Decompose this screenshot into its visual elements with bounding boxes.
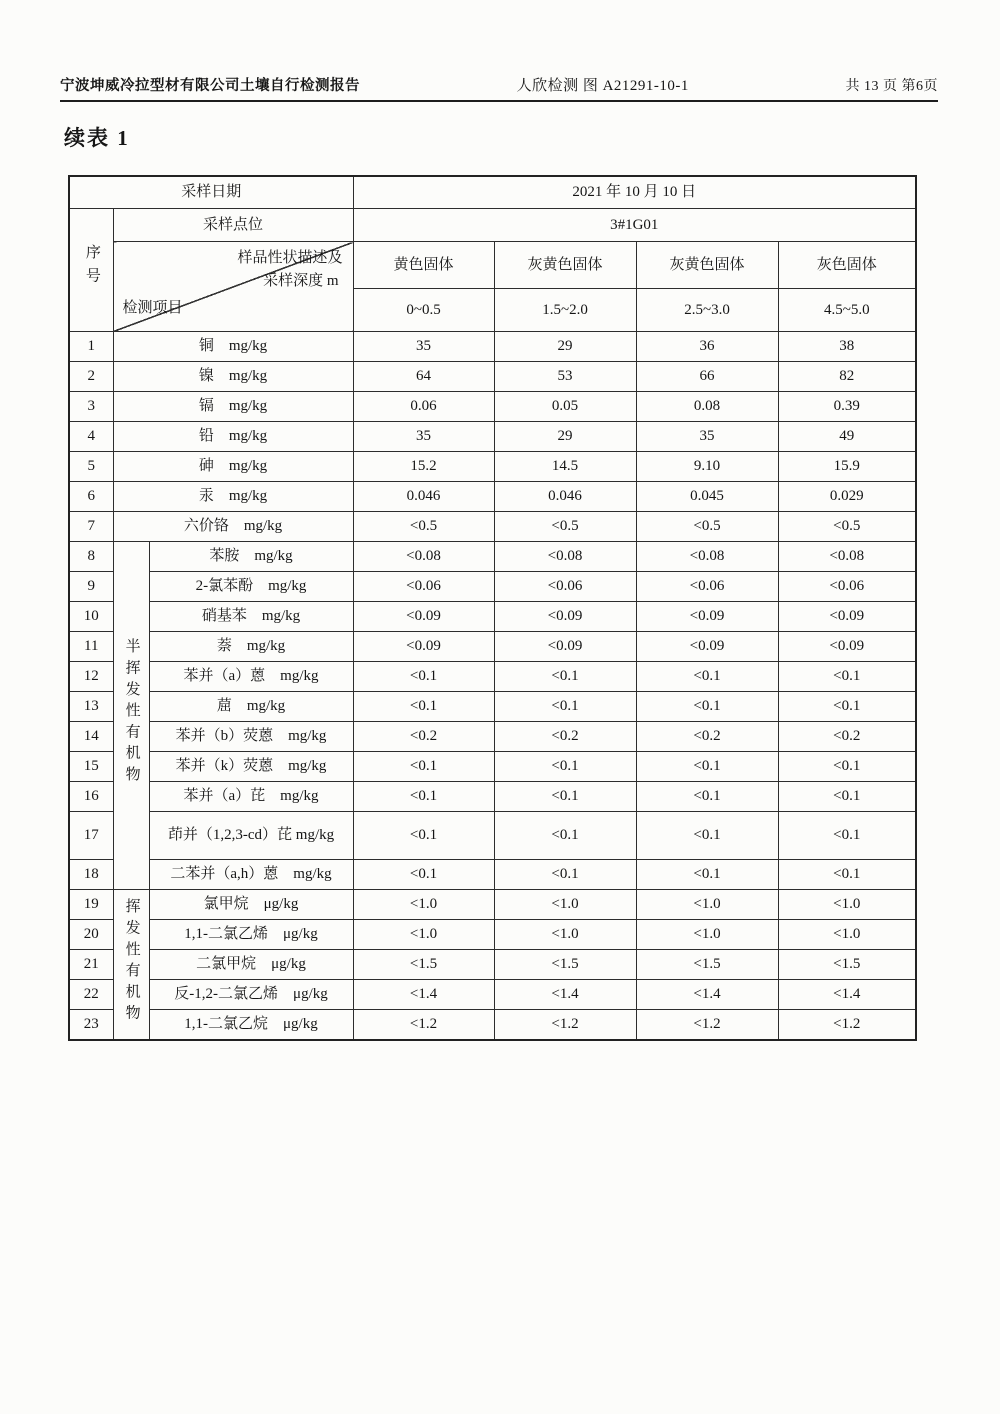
analyte-name: 反-1,2-二氯乙烯 μg/kg <box>149 980 353 1010</box>
result-value: <0.1 <box>778 782 916 812</box>
result-value: <0.09 <box>494 632 636 662</box>
report-title-header: 宁波坤威冷拉型材有限公司土壤自行检测报告 <box>60 78 360 94</box>
result-value: <0.1 <box>353 752 494 782</box>
result-value: 0.08 <box>636 392 778 422</box>
result-value: <1.2 <box>353 1010 494 1041</box>
analyte-name: 氯甲烷 μg/kg <box>149 890 353 920</box>
table-row <box>69 752 916 782</box>
table-row <box>69 1010 916 1041</box>
analyte-name: 六价铬 mg/kg <box>113 512 353 542</box>
sample-depth: 2.5~3.0 <box>636 289 778 332</box>
result-value: <0.2 <box>636 722 778 752</box>
result-value: 64 <box>353 362 494 392</box>
row-number: 18 <box>69 860 113 890</box>
analyte-name: 镍 mg/kg <box>113 362 353 392</box>
result-value: <0.09 <box>778 602 916 632</box>
sampling-date-row <box>69 176 916 209</box>
result-value: <0.1 <box>636 662 778 692</box>
result-value: <0.1 <box>353 860 494 890</box>
result-value: <0.08 <box>494 542 636 572</box>
result-value: <0.5 <box>494 512 636 542</box>
sampling-date-label: 采样日期 <box>69 176 353 209</box>
table-row <box>69 392 916 422</box>
results-table <box>68 175 917 1041</box>
analyte-name: 二氯甲烷 μg/kg <box>149 950 353 980</box>
table-row <box>69 812 916 860</box>
analyte-name: 苯并（k）荧蒽 mg/kg <box>149 752 353 782</box>
table-row <box>69 332 916 362</box>
table-row <box>69 572 916 602</box>
result-value: <0.2 <box>778 722 916 752</box>
result-value: <0.1 <box>353 812 494 860</box>
table-row <box>69 950 916 980</box>
result-value: 29 <box>494 332 636 362</box>
result-value: 38 <box>778 332 916 362</box>
row-number: 2 <box>69 362 113 392</box>
result-value: <0.1 <box>353 782 494 812</box>
row-number: 21 <box>69 950 113 980</box>
result-value: 66 <box>636 362 778 392</box>
result-value: <0.2 <box>353 722 494 752</box>
analyte-name: 1,1-二氯乙烯 μg/kg <box>149 920 353 950</box>
result-value: 29 <box>494 422 636 452</box>
row-number: 7 <box>69 512 113 542</box>
result-value: 14.5 <box>494 452 636 482</box>
result-value: <1.0 <box>636 890 778 920</box>
analyte-name: 苯并（b）荧蒽 mg/kg <box>149 722 353 752</box>
result-value: <1.0 <box>353 920 494 950</box>
continued-table-title: 续表 1 <box>64 126 130 150</box>
result-value: <1.5 <box>494 950 636 980</box>
table-row <box>69 452 916 482</box>
result-value: <0.1 <box>778 860 916 890</box>
header-divider <box>60 100 938 102</box>
result-value: 0.046 <box>353 482 494 512</box>
result-value: <1.4 <box>353 980 494 1010</box>
sample-description: 灰色固体 <box>778 242 916 289</box>
analyte-name: 二苯并（a,h）蒽 mg/kg <box>149 860 353 890</box>
table-row <box>69 632 916 662</box>
result-value: <1.0 <box>778 890 916 920</box>
result-value: <1.0 <box>494 890 636 920</box>
analyte-name: 茚并（1,2,3-cd）芘 mg/kg <box>149 812 353 860</box>
result-value: 15.9 <box>778 452 916 482</box>
sample-description: 灰黄色固体 <box>494 242 636 289</box>
result-value: <0.1 <box>353 692 494 722</box>
sample-depth: 0~0.5 <box>353 289 494 332</box>
row-number: 16 <box>69 782 113 812</box>
result-value: <1.5 <box>778 950 916 980</box>
result-value: <1.2 <box>636 1010 778 1041</box>
result-value: 0.39 <box>778 392 916 422</box>
table-row <box>69 362 916 392</box>
result-value: <0.1 <box>494 812 636 860</box>
result-value: <0.5 <box>636 512 778 542</box>
row-number: 14 <box>69 722 113 752</box>
row-number: 12 <box>69 662 113 692</box>
table-row <box>69 542 916 572</box>
result-value: 0.045 <box>636 482 778 512</box>
result-value: <0.06 <box>353 572 494 602</box>
row-number: 11 <box>69 632 113 662</box>
table-row <box>69 512 916 542</box>
table-row <box>69 602 916 632</box>
page-number: 共 13 页 第6页 <box>845 79 938 94</box>
analyte-name: 镉 mg/kg <box>113 392 353 422</box>
analyte-name: 苯胺 mg/kg <box>149 542 353 572</box>
diagonal-header-cell <box>113 242 353 332</box>
result-value: <1.0 <box>778 920 916 950</box>
table-row <box>69 422 916 452</box>
result-value: <0.09 <box>636 602 778 632</box>
sample-description-row <box>69 242 916 289</box>
row-number: 22 <box>69 980 113 1010</box>
table-row <box>69 860 916 890</box>
lab-name-report-number: 人欣检测 图 A21291-10-1 <box>516 78 689 94</box>
result-value: <0.1 <box>778 692 916 722</box>
result-value: <0.06 <box>494 572 636 602</box>
sampling-point-value: 3#1G01 <box>353 209 916 242</box>
table-row <box>69 920 916 950</box>
result-value: <0.1 <box>636 752 778 782</box>
result-value: <0.1 <box>494 860 636 890</box>
result-value: 0.05 <box>494 392 636 422</box>
result-value: <0.1 <box>494 662 636 692</box>
row-number: 17 <box>69 812 113 860</box>
analyte-name: 苯并（a）芘 mg/kg <box>149 782 353 812</box>
row-number: 13 <box>69 692 113 722</box>
row-number: 6 <box>69 482 113 512</box>
result-value: <1.0 <box>494 920 636 950</box>
table-row <box>69 692 916 722</box>
sampling-point-label: 采样点位 <box>113 209 353 242</box>
group-label-svoc: 半挥发性有机物 <box>113 542 149 890</box>
result-value: <1.5 <box>636 950 778 980</box>
result-value: <0.1 <box>494 752 636 782</box>
result-value: 9.10 <box>636 452 778 482</box>
result-value: <0.1 <box>494 692 636 722</box>
row-number: 19 <box>69 890 113 920</box>
diagonal-top-label <box>238 247 343 292</box>
table-row <box>69 890 916 920</box>
result-value: 15.2 <box>353 452 494 482</box>
result-value: <0.1 <box>353 662 494 692</box>
result-value: <0.08 <box>778 542 916 572</box>
result-value: <1.2 <box>778 1010 916 1041</box>
sampling-depth-label: 采样深度 m <box>263 272 339 289</box>
result-value: <1.5 <box>353 950 494 980</box>
result-value: <0.1 <box>778 812 916 860</box>
page-header <box>60 74 938 95</box>
row-number: 10 <box>69 602 113 632</box>
analyte-name: 铅 mg/kg <box>113 422 353 452</box>
result-value: <0.08 <box>353 542 494 572</box>
result-value: <0.1 <box>494 782 636 812</box>
result-value: <0.06 <box>636 572 778 602</box>
result-value: <0.5 <box>778 512 916 542</box>
analyte-name: 䓛 mg/kg <box>149 692 353 722</box>
row-number: 3 <box>69 392 113 422</box>
result-value: <0.06 <box>778 572 916 602</box>
result-value: <1.4 <box>494 980 636 1010</box>
test-item-label: 检测项目 <box>122 300 183 317</box>
analyte-name: 2-氯苯酚 mg/kg <box>149 572 353 602</box>
sample-depth: 4.5~5.0 <box>778 289 916 332</box>
sample-depth: 1.5~2.0 <box>494 289 636 332</box>
analyte-name: 铜 mg/kg <box>113 332 353 362</box>
result-value: <0.5 <box>353 512 494 542</box>
group-label-voc: 挥发性有机物 <box>113 890 149 1041</box>
row-number: 9 <box>69 572 113 602</box>
result-value: 53 <box>494 362 636 392</box>
result-value: <0.1 <box>778 752 916 782</box>
result-value: <0.1 <box>636 860 778 890</box>
row-number: 20 <box>69 920 113 950</box>
result-value: 35 <box>636 422 778 452</box>
result-value: 0.046 <box>494 482 636 512</box>
analyte-name: 硝基苯 mg/kg <box>149 602 353 632</box>
sample-description: 黄色固体 <box>353 242 494 289</box>
row-number: 23 <box>69 1010 113 1041</box>
result-value: <0.2 <box>494 722 636 752</box>
result-value: <0.09 <box>353 602 494 632</box>
row-number: 8 <box>69 542 113 572</box>
result-value: <1.2 <box>494 1010 636 1041</box>
result-value: <0.08 <box>636 542 778 572</box>
analyte-name: 砷 mg/kg <box>113 452 353 482</box>
analyte-name: 汞 mg/kg <box>113 482 353 512</box>
result-value: <1.0 <box>353 890 494 920</box>
results-table-wrap <box>68 175 917 1041</box>
table-row <box>69 782 916 812</box>
sampling-date-value: 2021 年 10 月 10 日 <box>353 176 916 209</box>
row-number: 5 <box>69 452 113 482</box>
table-row <box>69 662 916 692</box>
result-value: 0.06 <box>353 392 494 422</box>
analyte-name: 萘 mg/kg <box>149 632 353 662</box>
result-value: <0.09 <box>494 602 636 632</box>
seq-number-header: 序号 <box>69 209 113 332</box>
result-value: <0.1 <box>636 692 778 722</box>
result-value: <0.1 <box>636 812 778 860</box>
sample-description: 灰黄色固体 <box>636 242 778 289</box>
result-value: <0.1 <box>778 662 916 692</box>
analyte-name: 苯并（a）蒽 mg/kg <box>149 662 353 692</box>
result-value: <0.09 <box>353 632 494 662</box>
result-value: 35 <box>353 422 494 452</box>
table-row <box>69 722 916 752</box>
result-value: <1.4 <box>778 980 916 1010</box>
row-number: 15 <box>69 752 113 782</box>
row-number: 1 <box>69 332 113 362</box>
row-number: 4 <box>69 422 113 452</box>
result-value: 36 <box>636 332 778 362</box>
analyte-name: 1,1-二氯乙烷 μg/kg <box>149 1010 353 1041</box>
result-value: 82 <box>778 362 916 392</box>
result-value: <0.09 <box>636 632 778 662</box>
table-row <box>69 980 916 1010</box>
table-row <box>69 482 916 512</box>
result-value: 35 <box>353 332 494 362</box>
sampling-point-row <box>69 209 916 242</box>
result-value: 0.029 <box>778 482 916 512</box>
result-value: <1.4 <box>636 980 778 1010</box>
result-value: 49 <box>778 422 916 452</box>
result-value: <1.0 <box>636 920 778 950</box>
result-value: <0.1 <box>636 782 778 812</box>
result-value: <0.09 <box>778 632 916 662</box>
sample-description-label: 样品性状描述及 <box>237 250 343 266</box>
